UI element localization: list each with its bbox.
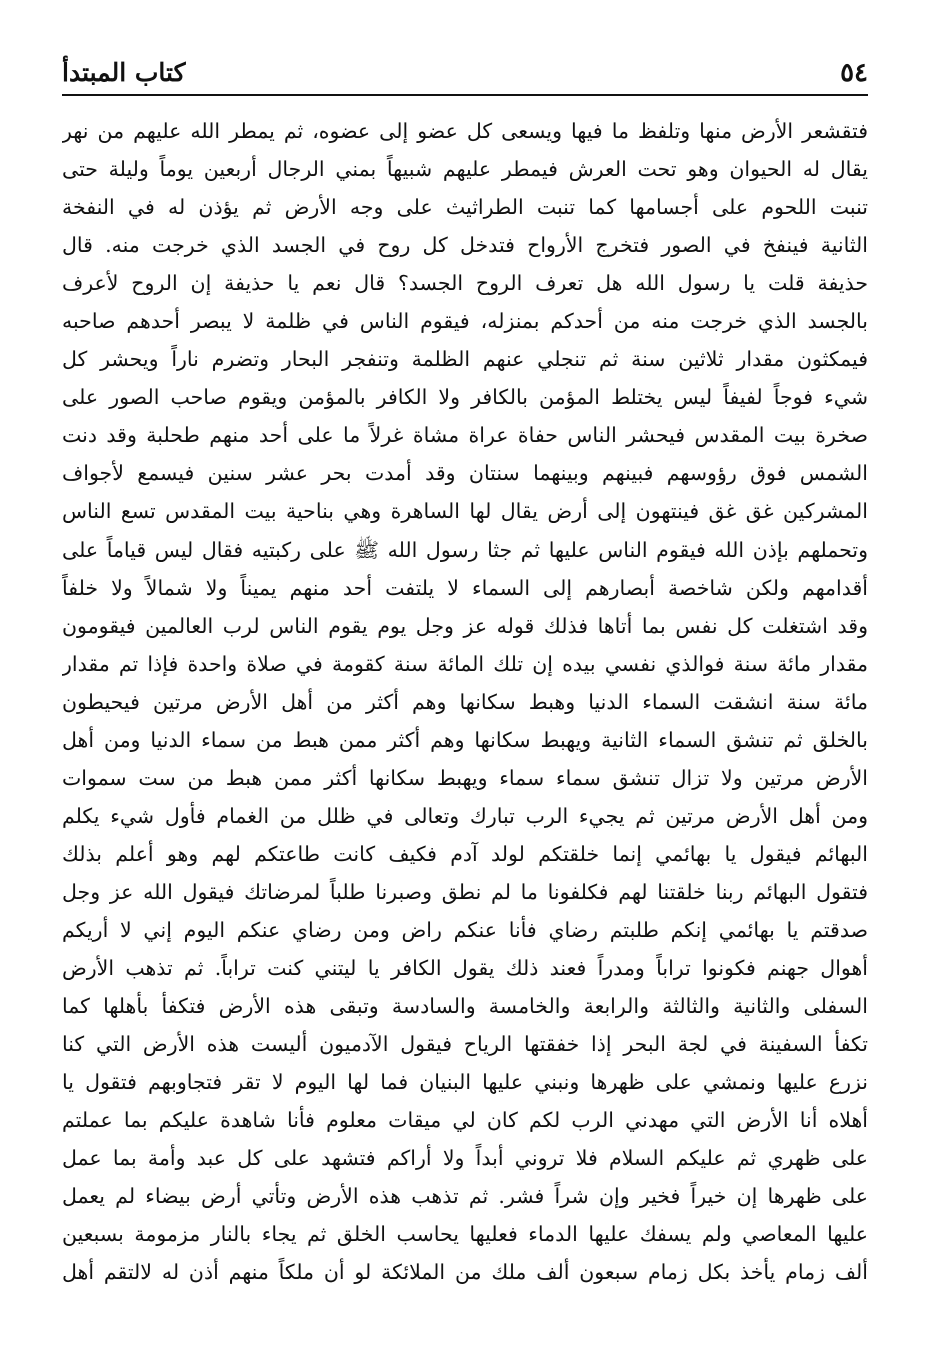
text-line: أهلاه أنا الأرض التي مهدني الرب لكم كان لي ميقات معلوم فأنا شاهدة عليكم بما عملتم <box>62 1108 868 1133</box>
text-line: مقدار مائة سنة فوالذي نفسي بيده إن تلك المائة سنة كقومة في صلاة واحدة فإذا تم مقدار <box>62 651 868 676</box>
book-title: كتاب المبتدأ <box>62 58 186 87</box>
text-line: تنبت اللحوم على أجسامها كما تنبت الطراثيث على وجه الأرض ثم يؤذن له في النفخة <box>62 195 868 220</box>
text-line: شيء فوجاً لفيفاً ليس يختلط المؤمن بالكافر ولا الكافر بالمؤمن ويقوم صاحب الصور على <box>62 385 868 410</box>
text-line: الثانية فينفخ في الصور فتخرج الأرواح فتدخل كل روح في الجسد الذي خرجت منه. قال <box>62 233 868 258</box>
text-line: صخرة بيت المقدس فيحشر الناس حفاة عراة مشاة غرلاً ما على أحد منهم طحلبة وقد دنت <box>62 423 868 448</box>
text-line: صدقتم يا بهائمي إنكم طلبتم رضاي فأنا عنكم راض ومن رضاي عنكم اليوم إني لا أريكم <box>62 917 868 942</box>
text-line: على ظهرها إن خيراً فخير وإن شراً فشر. ثم تذهب هذه الأرض وتأتي أرض بيضاء لم يعمل <box>62 1184 868 1209</box>
text-line: بالجسد الذي خرجت منه من أحدكم بمنزله، فيقوم الناس في ظلمة لا يبصر أحدهم صاحبه <box>62 309 868 334</box>
text-line: على ظهري ثم عليكم السلام فلا تروني أبداً ولا أراكم فتشهد على كل عبد وأمة بما عمل <box>62 1146 868 1171</box>
text-line: يقال له الحيوان وهو تحت العرش فيمطر عليهم شبيهاً بمني الرجال أربعين يوماً وليلة حتى <box>62 157 868 182</box>
text-line: الشمس فوق رؤوسهم فبينهم وبينهما سنتان وقد أمدت بحر عشر سنين فيسمع لأجواف <box>62 461 868 486</box>
text-line: فتقول البهائم ربنا خلقتنا لهم فكلفونا ما لم نطق وصبرنا طلباً لمرضاتك فيقول الله عز وجل <box>62 879 868 904</box>
text-line: مائة سنة انشقت السماء الدنيا وهبط سكانها وهم أكثر من أهل الأرض مرتين فيحيطون <box>62 689 868 714</box>
text-line: عليها المعاصي ولم يسفك عليها الدماء فعليها يحاسب الخلق ثم يجاء بالنار مزمومة بسبعين <box>62 1222 868 1247</box>
text-line: حذيفة قلت يا رسول الله هل تعرف الروح الجسد؟ قال نعم يا حذيفة إن الروح لأعرف <box>62 271 868 296</box>
page-number: ٥٤ <box>840 58 868 88</box>
page-header <box>62 52 868 94</box>
text-line: الأرض مرتين ولا تزال تنشق سماء سماء ويهبط سكانها أكثر ممن هبط من ست سموات <box>62 765 868 790</box>
text-line: تكفأ السفينة في لجة البحر إذا خفقتها الرياح فيقول الآدميون أليست هذه الأرض التي كنا <box>62 1032 868 1057</box>
text-line: وقد اشتغلت كل نفس بما أتاها فذلك قوله عز وجل يوم يقوم الناس لرب العالمين فيقومون <box>62 613 868 638</box>
text-line: السفلى والثانية والثالثة والرابعة والخامسة والسادسة وتبقى هذه الأرض فتكفأ بأهلها كما <box>62 994 868 1019</box>
text-line: المشركين غق غق فينتهون إلى أرض يقال لها الساهرة وهي بناحية بيت المقدس تسع الناس <box>62 499 868 524</box>
body-text <box>62 112 868 1291</box>
text-line: بالخلق ثم تنشق السماء الثانية ويهبط سكانها وهم أكثر ممن هبط من سماء الدنيا ومن أهل <box>62 727 868 752</box>
header-divider <box>62 94 868 96</box>
text-line: فتقشعر الأرض منها وتلفظ ما فيها ويسعى كل عضو إلى عضوه، ثم يمطر الله عليهم من نهر <box>62 119 868 143</box>
text-line: ألف زمام يأخذ بكل زمام سبعون ألف ملك من الملائكة لو أن ملكاً منهم أذن له لالتقم أهل <box>62 1260 868 1285</box>
text-line: البهائم فيقول يا بهائمي إنما خلقتكم لولد آدم فكيف كانت طاعتكم لهم وهو أعلم بذلك <box>62 841 868 866</box>
text-line: أقدامهم ولكن شاخصة أبصارهم إلى السماء لا يلتفت أحد منهم يميناً ولا شمالاً ولا خلفاً <box>62 575 868 600</box>
text-line: وتحملهم بإذن الله فيقوم الناس عليها ثم جثا رسول الله ﷺ على ركبتيه فقال ليس قياماً على <box>62 537 868 562</box>
text-line: أهوال جهنم فكونوا تراباً ومدراً فعند ذلك يقول الكافر يا ليتني كنت تراباً. ثم تذهب الأرض <box>62 956 868 981</box>
text-line: نزرع عليها ونمشي على ظهرها ونبني عليها البنيان فما لها اليوم لا تقر فتجاوبهم فتقول يا <box>62 1070 868 1095</box>
text-line: فيمكثون مقدار ثلاثين سنة ثم تنجلي عنهم الظلمة وتنفجر البحار وتضرم ناراً ويحشر كل <box>62 347 868 372</box>
text-line: ومن أهل الأرض مرتين ثم يجيء الرب تبارك وتعالى في ظلل من الغمام فأول شيء يكلم <box>62 803 868 828</box>
